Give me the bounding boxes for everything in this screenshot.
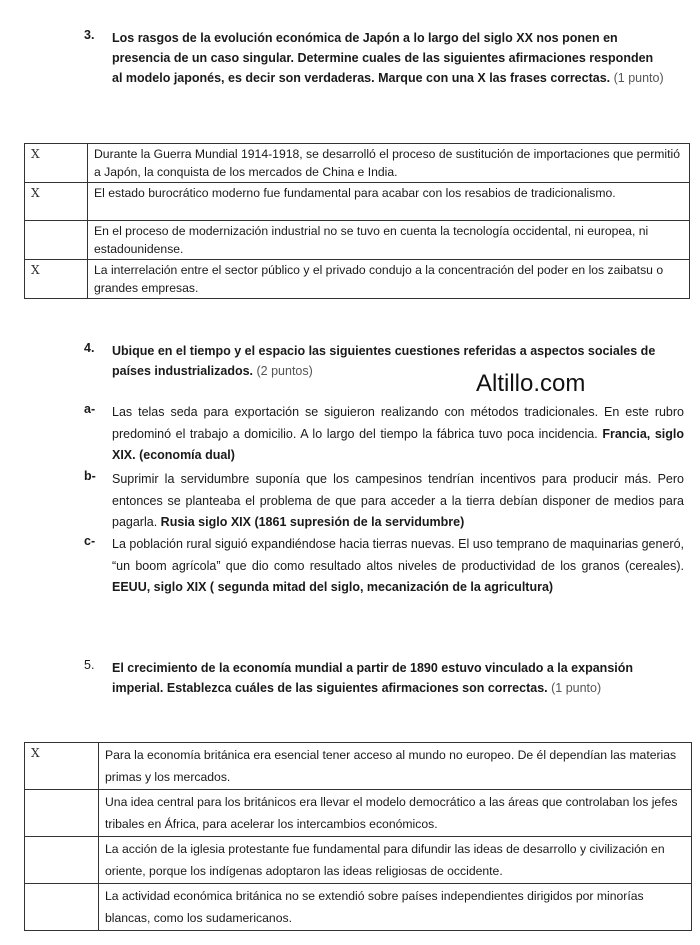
statement-text: La acción de la iglesia protestante fue fundamental para difundir las ideas de desarrollo y civilización en oriente, porque los indígenas adoptaron las ideas religiosas de occidente. [99, 837, 692, 884]
list-item [84, 469, 684, 534]
question-points: (1 punto) [551, 681, 602, 695]
statement-text: En el proceso de modernización industrial no se tuvo en cuenta la tecnología occidental, ni europea, ni estadounidense. [88, 221, 690, 260]
table-row [25, 260, 690, 299]
question-3 [84, 28, 664, 88]
item-label: a- [84, 402, 96, 416]
table-row [25, 743, 692, 790]
question-text: Ubique en el tiempo y el espacio las siguientes cuestiones referidas a aspectos sociales de países industrializados. [112, 344, 656, 378]
checkbox-cell[interactable]: X [25, 183, 88, 221]
question-number: 3. [84, 28, 95, 42]
question-4 [84, 341, 674, 381]
list-item [84, 534, 684, 599]
item-label: b- [84, 469, 96, 483]
question-5 [84, 658, 684, 698]
checkbox-cell[interactable]: X [25, 260, 88, 299]
item-text: Suprimir la servidumbre suponía que los campesinos tendrían incentivos para producir más. Pero entonces se planteaba el problema de que para acceder a la tierra debían disponer de medios para pagarla. [112, 472, 684, 529]
question-number: 5. [84, 658, 95, 672]
question-points: (1 punto) [613, 71, 664, 85]
question-number: 4. [84, 341, 95, 355]
question-text: Los rasgos de la evolución económica de Japón a lo largo del siglo XX nos ponen en presencia de un caso singular. Determine cuales de las siguientes afirmaciones responden al modelo japonés, es decir son verdaderas. Marque con una X las frases correctas. [112, 31, 654, 85]
statement-text: Durante la Guerra Mundial 1914-1918, se desarrolló el proceso de sustitución de importaciones que permitió a Japón, la conquista de los mercados de China e India. [88, 144, 690, 183]
list-item [84, 402, 684, 467]
table-row [25, 221, 690, 260]
statement-text: Para la economía británica era esencial tener acceso al mundo no europeo. De él dependían las materias primas y los mercados. [99, 743, 692, 790]
statement-text: El estado burocrático moderno fue fundamental para acabar con los resabios de tradicionalismo. [88, 183, 690, 221]
question-points: (2 puntos) [256, 364, 313, 378]
answer-table-q5 [24, 742, 692, 931]
question-text: El crecimiento de la economía mundial a partir de 1890 estuvo vinculado a la expansión imperial. Establezca cuáles de las siguientes afirmaciones son correctas. [112, 661, 634, 695]
checkbox-cell[interactable] [25, 884, 99, 931]
item-answer: Francia, siglo XIX. (economía dual) [112, 426, 684, 462]
checkbox-cell[interactable] [25, 837, 99, 884]
answer-table-q3 [24, 143, 690, 299]
item-answer: EEUU, siglo XIX ( segunda mitad del siglo, mecanización de la agricultura) [112, 580, 554, 594]
table-row [25, 884, 692, 931]
table-row [25, 183, 690, 221]
table-row [25, 790, 692, 837]
table-row [25, 144, 690, 183]
watermark-logo: Altillo.com [476, 370, 586, 397]
statement-text: La actividad económica británica no se extendió sobre países independientes dirigidos por minorías blancas, como los sudamericanos. [99, 884, 692, 931]
statement-text: La interrelación entre el sector público y el privado condujo a la concentración del poder en los zaibatsu o grandes empresas. [88, 260, 690, 299]
item-text: La población rural siguió expandiéndose hacia tierras nuevas. El uso temprano de maquinarias generó, “un boom agrícola” que dio como resultado altos niveles de productividad de los granos (cereales). [112, 537, 684, 573]
statement-text: Una idea central para los británicos era llevar el modelo democrático a las áreas que controlaban los jefes tribales en África, para acelerar los intercambios económicos. [99, 790, 692, 837]
item-answer: Rusia siglo XIX (1861 supresión de la servidumbre) [160, 515, 465, 529]
checkbox-cell[interactable]: X [25, 743, 99, 790]
checkbox-cell[interactable] [25, 221, 88, 260]
table-row [25, 837, 692, 884]
item-text: Las telas seda para exportación se siguieron realizando con métodos tradicionales. En este rubro predominó el trabajo a domicilio. A lo largo del tiempo la fábrica tuvo poca incidencia. [112, 405, 684, 441]
checkbox-cell[interactable]: X [25, 144, 88, 183]
checkbox-cell[interactable] [25, 790, 99, 837]
item-label: c- [84, 534, 96, 548]
